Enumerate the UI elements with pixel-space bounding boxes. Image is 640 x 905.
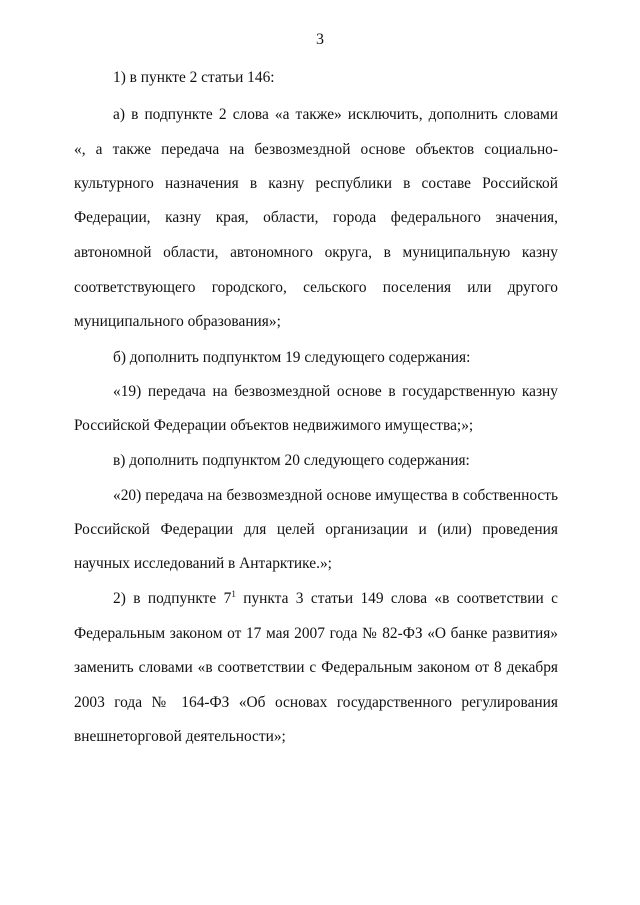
text-line-with-superscript [113,589,558,609]
text-line: заменить словами «в соответствии с Федеральным законом от 8 декабря [74,659,558,676]
text-line: Российской Федерации объектов недвижимого имущества;»; [74,417,474,434]
text-line: культурного назначения в казну республики в составе Российской [74,175,558,192]
text-line: муниципального образования»; [74,313,281,330]
text-line: Российской Федерации для целей организации и (или) проведения [74,521,558,538]
text-line: внешнеторговой деятельности»; [74,728,286,745]
text-line: автономной области, автономного округа, в муниципальную казну [74,244,558,261]
page-number: 3 [316,31,324,48]
text-segment: 2) в подпункте 7 [113,590,232,607]
text-line: соответствующего городского, сельского поселения или другого [74,279,558,296]
text-segment: пункта 3 статьи 149 слова «в соответствии с [235,590,558,607]
text-line: «20) передача на безвозмездной основе имущества в собственность [113,487,558,504]
text-line: научных исследований в Антарктике.»; [74,555,332,572]
text-line: а) в подпункте 2 слова «а также» исключить, дополнить словами [113,106,558,123]
text-line: Федерации, казну края, области, города федерального значения, [74,209,558,226]
text-line: б) дополнить подпунктом 19 следующего содержания: [113,349,471,366]
text-line: «, а также передача на безвозмездной основе объектов социально- [74,141,558,158]
superscript: 1 [231,589,236,599]
text-line: Федеральным законом от 17 мая 2007 года № 82-ФЗ «О банке развития» [74,625,558,642]
text-line: в) дополнить подпунктом 20 следующего содержания: [113,452,470,469]
text-line: «19) передача на безвозмездной основе в государственную казну [113,383,558,400]
text-line: 2003 года № 164-ФЗ «Об основах государственного регулирования [74,694,558,711]
text-line: 1) в пункте 2 статьи 146: [113,69,275,86]
